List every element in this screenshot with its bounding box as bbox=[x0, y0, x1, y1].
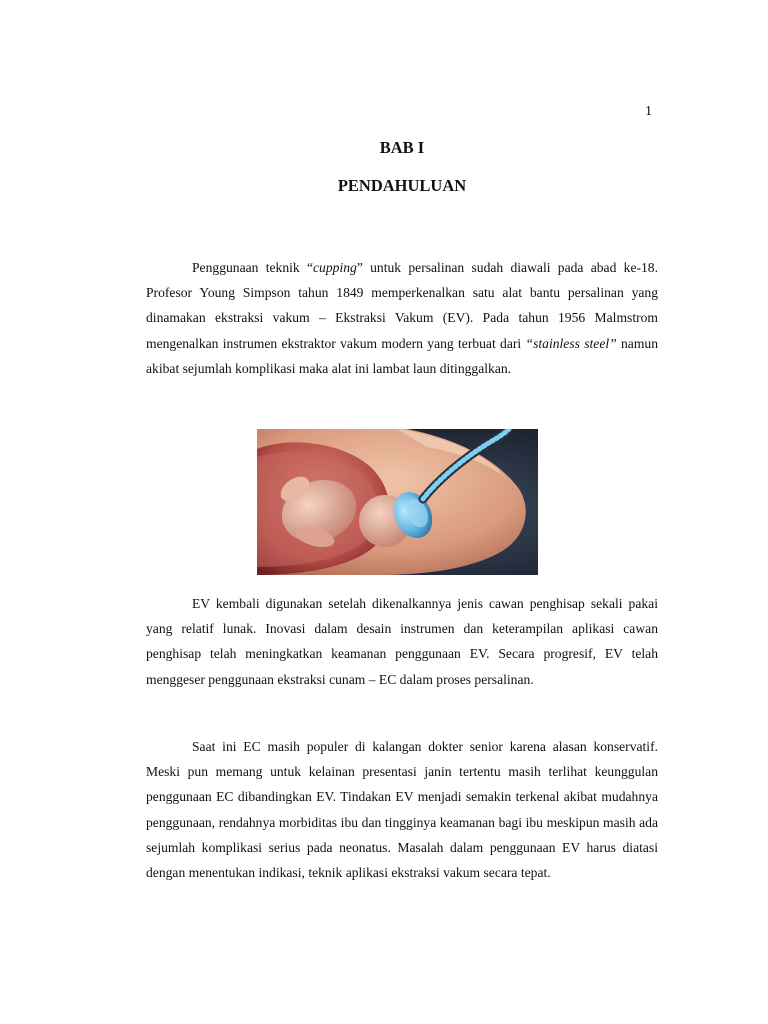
term-stainless-steel: “stainless steel” bbox=[525, 335, 617, 351]
paragraph-text: EV kembali digunakan setelah dikenalkannya jenis cawan penghisap sekali pakai yang relatif lunak. Inovasi dalam desain instrumen dan keterampilan aplikasi cawan penghisap telah meningkatkan keamanan penggunaan EV. Secara progresif, EV telah menggeser penggunaan ekstraksi cunam – EC dalam proses persalinan. bbox=[146, 596, 658, 687]
paragraph-text: namun akibat sejumlah komplikasi maka alat ini lambat laun ditinggalkan. bbox=[146, 335, 658, 376]
paragraph-text: ” untuk persalinan sudah diawali pada abad ke-18. Profesor Young Simpson tahun 1849 memperkenalkan satu alat bantu persalinan yang dinamakan ekstraksi vakum – Ekstraksi Vakum (EV). Pada tahun 1956 Malmstrom mengenalkan instrumen ekstraktor vakum modern yang terbuat dari bbox=[146, 260, 658, 351]
paragraph-ec-comparison bbox=[146, 734, 658, 885]
paragraph-text: Penggunaan teknik “ bbox=[192, 260, 314, 275]
term-cupping: cupping bbox=[313, 260, 357, 275]
vacuum-extraction-illustration bbox=[257, 429, 538, 575]
paragraph-intro bbox=[146, 255, 658, 381]
chapter-title: PENDAHULUAN bbox=[337, 176, 467, 195]
vacuum-extraction-icon bbox=[257, 429, 538, 575]
paragraph-text: Saat ini EC masih populer di kalangan dokter senior karena alasan konservatif. Meski pun memang untuk kelainan presentasi janin tertentu masih terlihat keunggulan penggunaan EC dibandingkan EV. Tindakan EV menjadi semakin terkenal akibat mudahnya penggunaan, rendahnya morbiditas ibu dan tingginya keamanan bagi ibu meskipun masih ada sejumlah komplikasi serius pada neonatus. Masalah dalam penggunaan EV harus diatasi dengan menentukan indikasi, teknik aplikasi ekstraksi vakum secara tepat. bbox=[146, 739, 658, 881]
chapter-number: BAB I bbox=[379, 138, 425, 157]
page-number: 1 bbox=[645, 104, 652, 119]
paragraph-ev-reintroduction bbox=[146, 591, 658, 692]
